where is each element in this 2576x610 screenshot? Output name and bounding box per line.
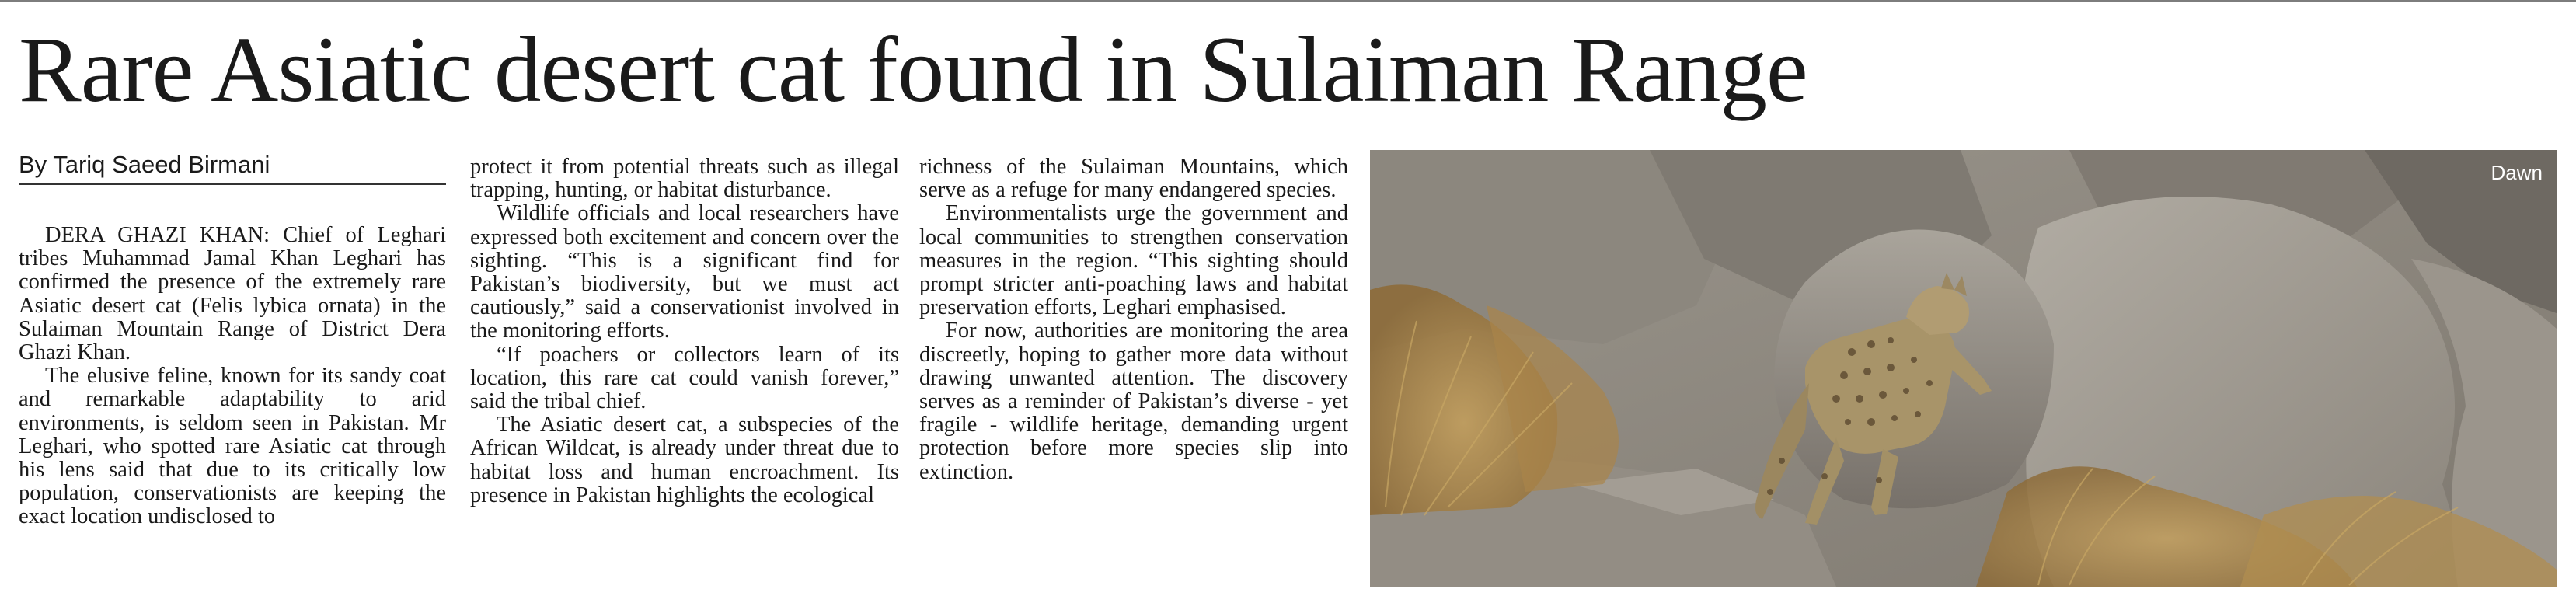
desert-cat-photo xyxy=(1370,150,2557,587)
article-column-2 xyxy=(470,155,899,507)
paragraph: richness of the Sulaiman Mountains, which serve as a refuge for many endangered species. xyxy=(919,155,1348,203)
paragraph: “If poachers or collectors learn of its location, this rare cat could vanish forever,” said the tribal chief. xyxy=(470,342,899,414)
article-column-3 xyxy=(919,155,1348,484)
photo-credit: Dawn xyxy=(2491,161,2543,184)
headline: Rare Asiatic desert cat found in Sulaiman Range xyxy=(19,18,1807,122)
byline-rule xyxy=(19,183,446,185)
article-column-1 xyxy=(19,224,446,529)
top-rule xyxy=(0,0,2576,2)
paragraph: DERA GHAZI KHAN: Chief of Leghari tribes Muhammad Jamal Khan Leghari has confirmed the presence of the extremely rare Asiatic desert cat (Felis lybica ornata) in the Sulaiman Mountain Range of District Dera Ghazi Khan. xyxy=(19,223,446,365)
byline: By Tariq Saeed Birmani xyxy=(19,151,270,178)
desert-cat-illustration xyxy=(1370,150,2557,587)
paragraph: protect it from potential threats such as illegal trapping, hunting, or habitat disturbance. xyxy=(470,155,899,203)
paragraph: For now, authorities are monitoring the area discreetly, hoping to gather more data without drawing unwanted attention. The discovery serves as a reminder of Pakistan’s diverse - yet fragile - wildlife heritage, demanding urgent protection before more species slip into extinction. xyxy=(919,319,1348,484)
paragraph: Wildlife officials and local researchers have expressed both excitement and concern over the sighting. “This is a significant find for Pakistan’s biodiversity, but we must act cautiously,” said a conservationist involved in the monitoring efforts. xyxy=(470,201,899,343)
paragraph: The elusive feline, known for its sandy coat and remarkable adaptability to arid environments, is seldom seen in Pakistan. Mr Leghari, who spotted rare Asiatic cat through his lens said that due to its critically low population, conservationists are keeping the exact location undisclosed to xyxy=(19,364,446,529)
paragraph: The Asiatic desert cat, a subspecies of the African Wildcat, is already under threat due to habitat loss and human encroachment. Its presence in Pakistan highlights the ecological xyxy=(470,413,899,507)
paragraph: Environmentalists urge the government and local communities to strengthen conservation measures in the region. “This sighting should prompt stricter anti-poaching laws and habitat preservation efforts, Leghari emphasised. xyxy=(919,201,1348,320)
